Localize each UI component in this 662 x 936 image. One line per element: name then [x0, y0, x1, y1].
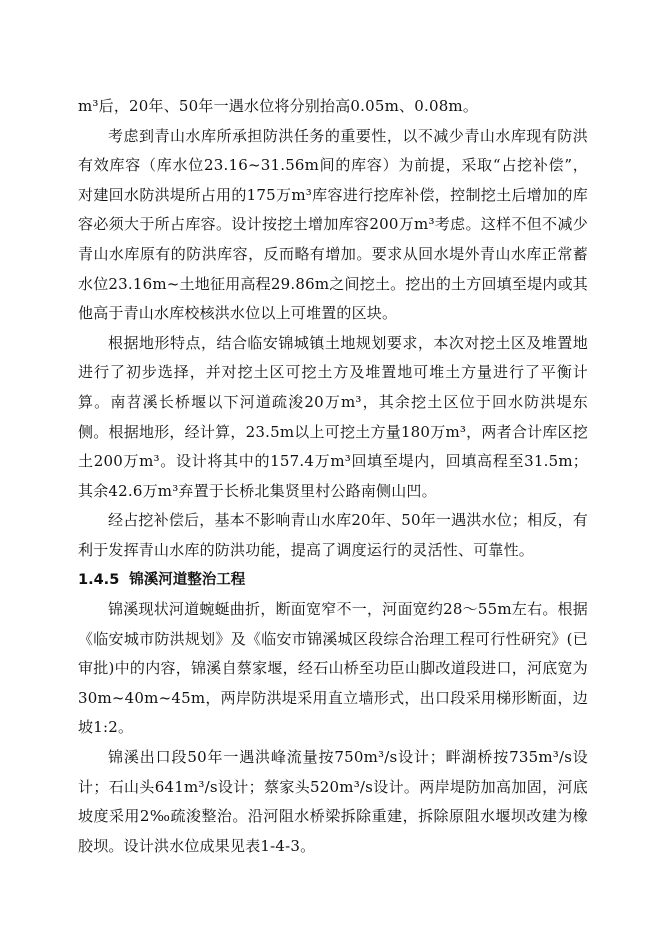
paragraph-design-flow: 锦溪出口段50年一遇洪峰流量按750m³/s设计；畔湖桥按735m³/s设计；石山头641m³/s设计；蔡家头520m³/s设计。两岸堤防加高加固，河底坡度采用2‰疏浚整治。沿河阻水桥梁拆除重建，拆除原阻水堰坝改建为橡胶坝。设计洪水位成果见表1-4-3。: [78, 748, 588, 855]
section-heading: [78, 566, 588, 596]
paragraph-compensation-principle: 考虑到青山水库所承担防洪任务的重要性，以不减少青山水库现有防洪有效库容（库水位23.16~31.56m间的库容）为前提，采取“占挖补偿”，对建回水防洪堤所占用的175万m³库容进行挖库补偿，控制挖土后增加的库容必须大于所占库容。设计按挖土增加库容200万m³考虑。这样不但不减少青山水库原有的防洪库容，反而略有增加。要求从回水堤外青山水库正常蓄水位23.16m~土地征用高程29.86m之间挖土。挖出的土方回填至堤内或其他高于青山水库校核洪水位以上可堆置的区块。: [78, 126, 588, 323]
section-title: 锦溪河道整治工程: [129, 571, 246, 588]
paragraph-continuation: m³后，20年、50年一遇水位将分别抬高0.05m、0.08m。: [78, 97, 479, 115]
paragraph-river-status: 锦溪现状河道蜿蜒曲折，断面宽窄不一，河面宽约28～55m左右。根据《临安城市防洪规划》及《临安市锦溪城区段综合治理工程可行性研究》(已审批)中的内容，锦溪自蔡家堰，经石山桥至功臣山脚改道段进口，河底宽为30m~40m~45m，两岸防洪堤采用直立墙形式，出口段采用梯形断面，边坡1:2。: [78, 600, 588, 737]
document-page: [78, 92, 588, 861]
section-number: 1.4.5: [78, 571, 120, 588]
paragraph-compensation-result: 经占挖补偿后，基本不影响青山水库20年、50年一遇洪水位；相反，有利于发挥青山水库的防洪功能，提高了调度运行的灵活性、可靠性。: [78, 511, 588, 559]
paragraph-earthwork-balance: 根据地形特点，结合临安锦城镇土地规划要求，本次对挖土区及堆置地进行了初步选择，并对挖土区可挖土方及堆置地可堆土方量进行了平衡计算。南苕溪长桥堰以下河道疏浚20万m³，其余挖土区位于回水防洪堤东侧。根据地形，经计算，23.5m以上可挖土方量180万m³，两者合计库区挖土200万m³。设计将其中的157.4万m³回填至堤内，回填高程至31.5m；其余42.6万m³弃置于长桥北集贤里村公路南侧山凹。: [78, 333, 588, 500]
